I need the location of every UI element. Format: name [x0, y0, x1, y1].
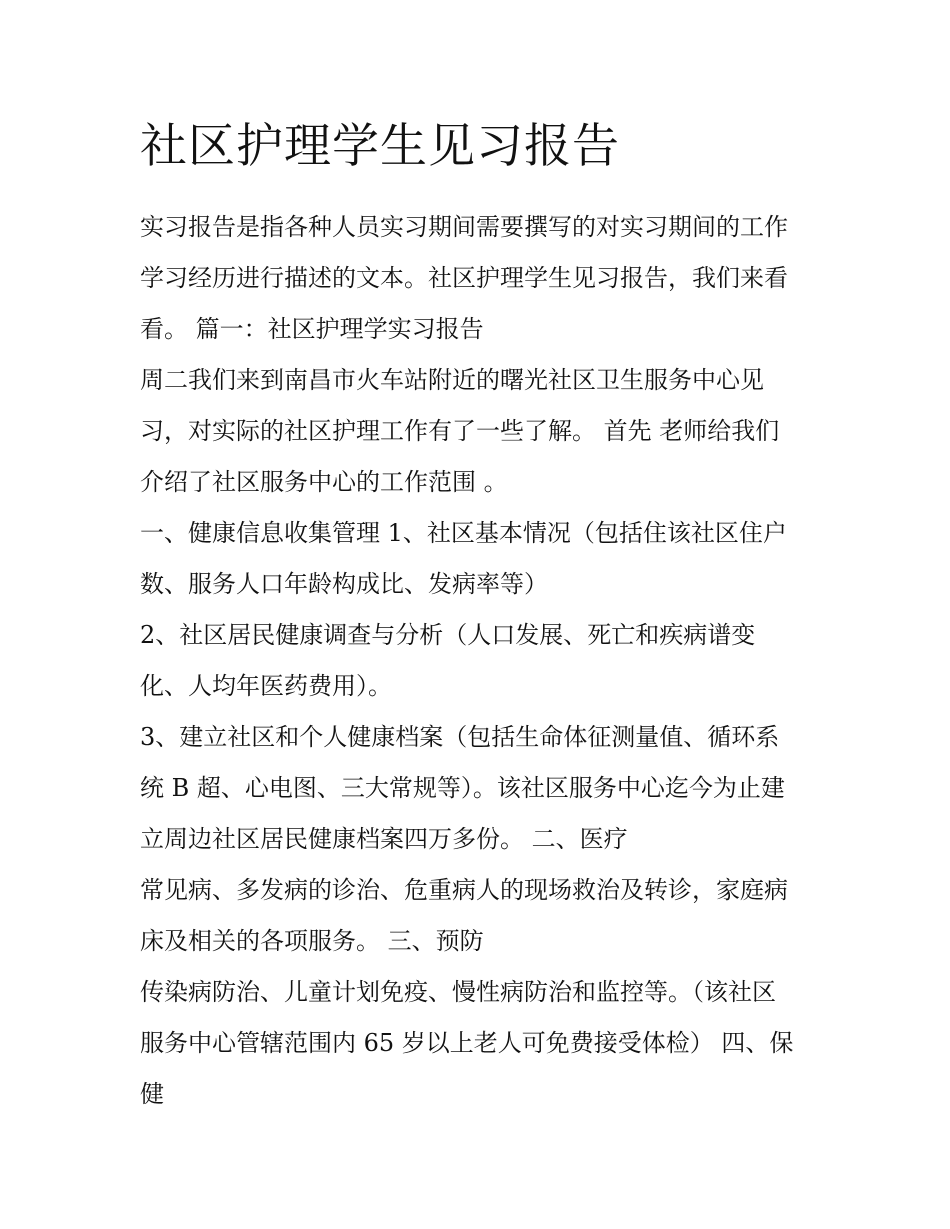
body-line-13: 立周边社区居民健康档案四万多份。 二、医疗 [140, 825, 628, 853]
body-line-18: 健 [140, 1080, 164, 1108]
body-line-14: 常见病、多发病的诊治、危重病人的现场救治及转诊，家庭病 [140, 876, 788, 904]
body-line-2: 学习经历进行描述的文本。社区护理学生见习报告，我们来看 [140, 264, 788, 292]
document-title: 社区护理学生见习报告 [140, 119, 620, 174]
body-line-5: 习，对实际的社区护理工作有了一些了解。 首先 老师给我们 [140, 417, 780, 445]
body-line-8: 数、服务人口年龄构成比、发病率等） [140, 570, 548, 598]
body-line-15: 床及相关的各项服务。 三、预防 [140, 927, 484, 955]
body-line-6: 介绍了社区服务中心的工作范围 。 [140, 468, 508, 496]
body-line-3: 看。 篇一：社区护理学实习报告 [140, 315, 484, 343]
body-line-7: 一、健康信息收集管理 1、社区基本情况（包括住该社区住户 [140, 519, 787, 547]
document-body [140, 202, 812, 1120]
body-line-17: 服务中心管辖范围内 65 岁以上老人可免费接受体检） 四、保 [140, 1029, 794, 1057]
body-line-11: 3、建立社区和个人健康档案（包括生命体征测量值、循环系 [140, 723, 780, 751]
body-line-1: 实习报告是指各种人员实习期间需要撰写的对实习期间的工作 [140, 213, 788, 241]
body-line-10: 化、人均年医药费用）。 [140, 672, 392, 700]
body-line-9: 2、社区居民健康调查与分析（人口发展、死亡和疾病谱变 [140, 621, 756, 649]
body-line-16: 传染病防治、儿童计划免疫、慢性病防治和监控等。（该社区 [140, 978, 776, 1006]
body-line-4: 周二我们来到南昌市火车站附近的曙光社区卫生服务中心见 [140, 366, 764, 394]
document-page [140, 112, 812, 1120]
body-line-12: 统 B 超、心电图、三大常规等）。该社区服务中心迄今为止建 [140, 774, 785, 802]
